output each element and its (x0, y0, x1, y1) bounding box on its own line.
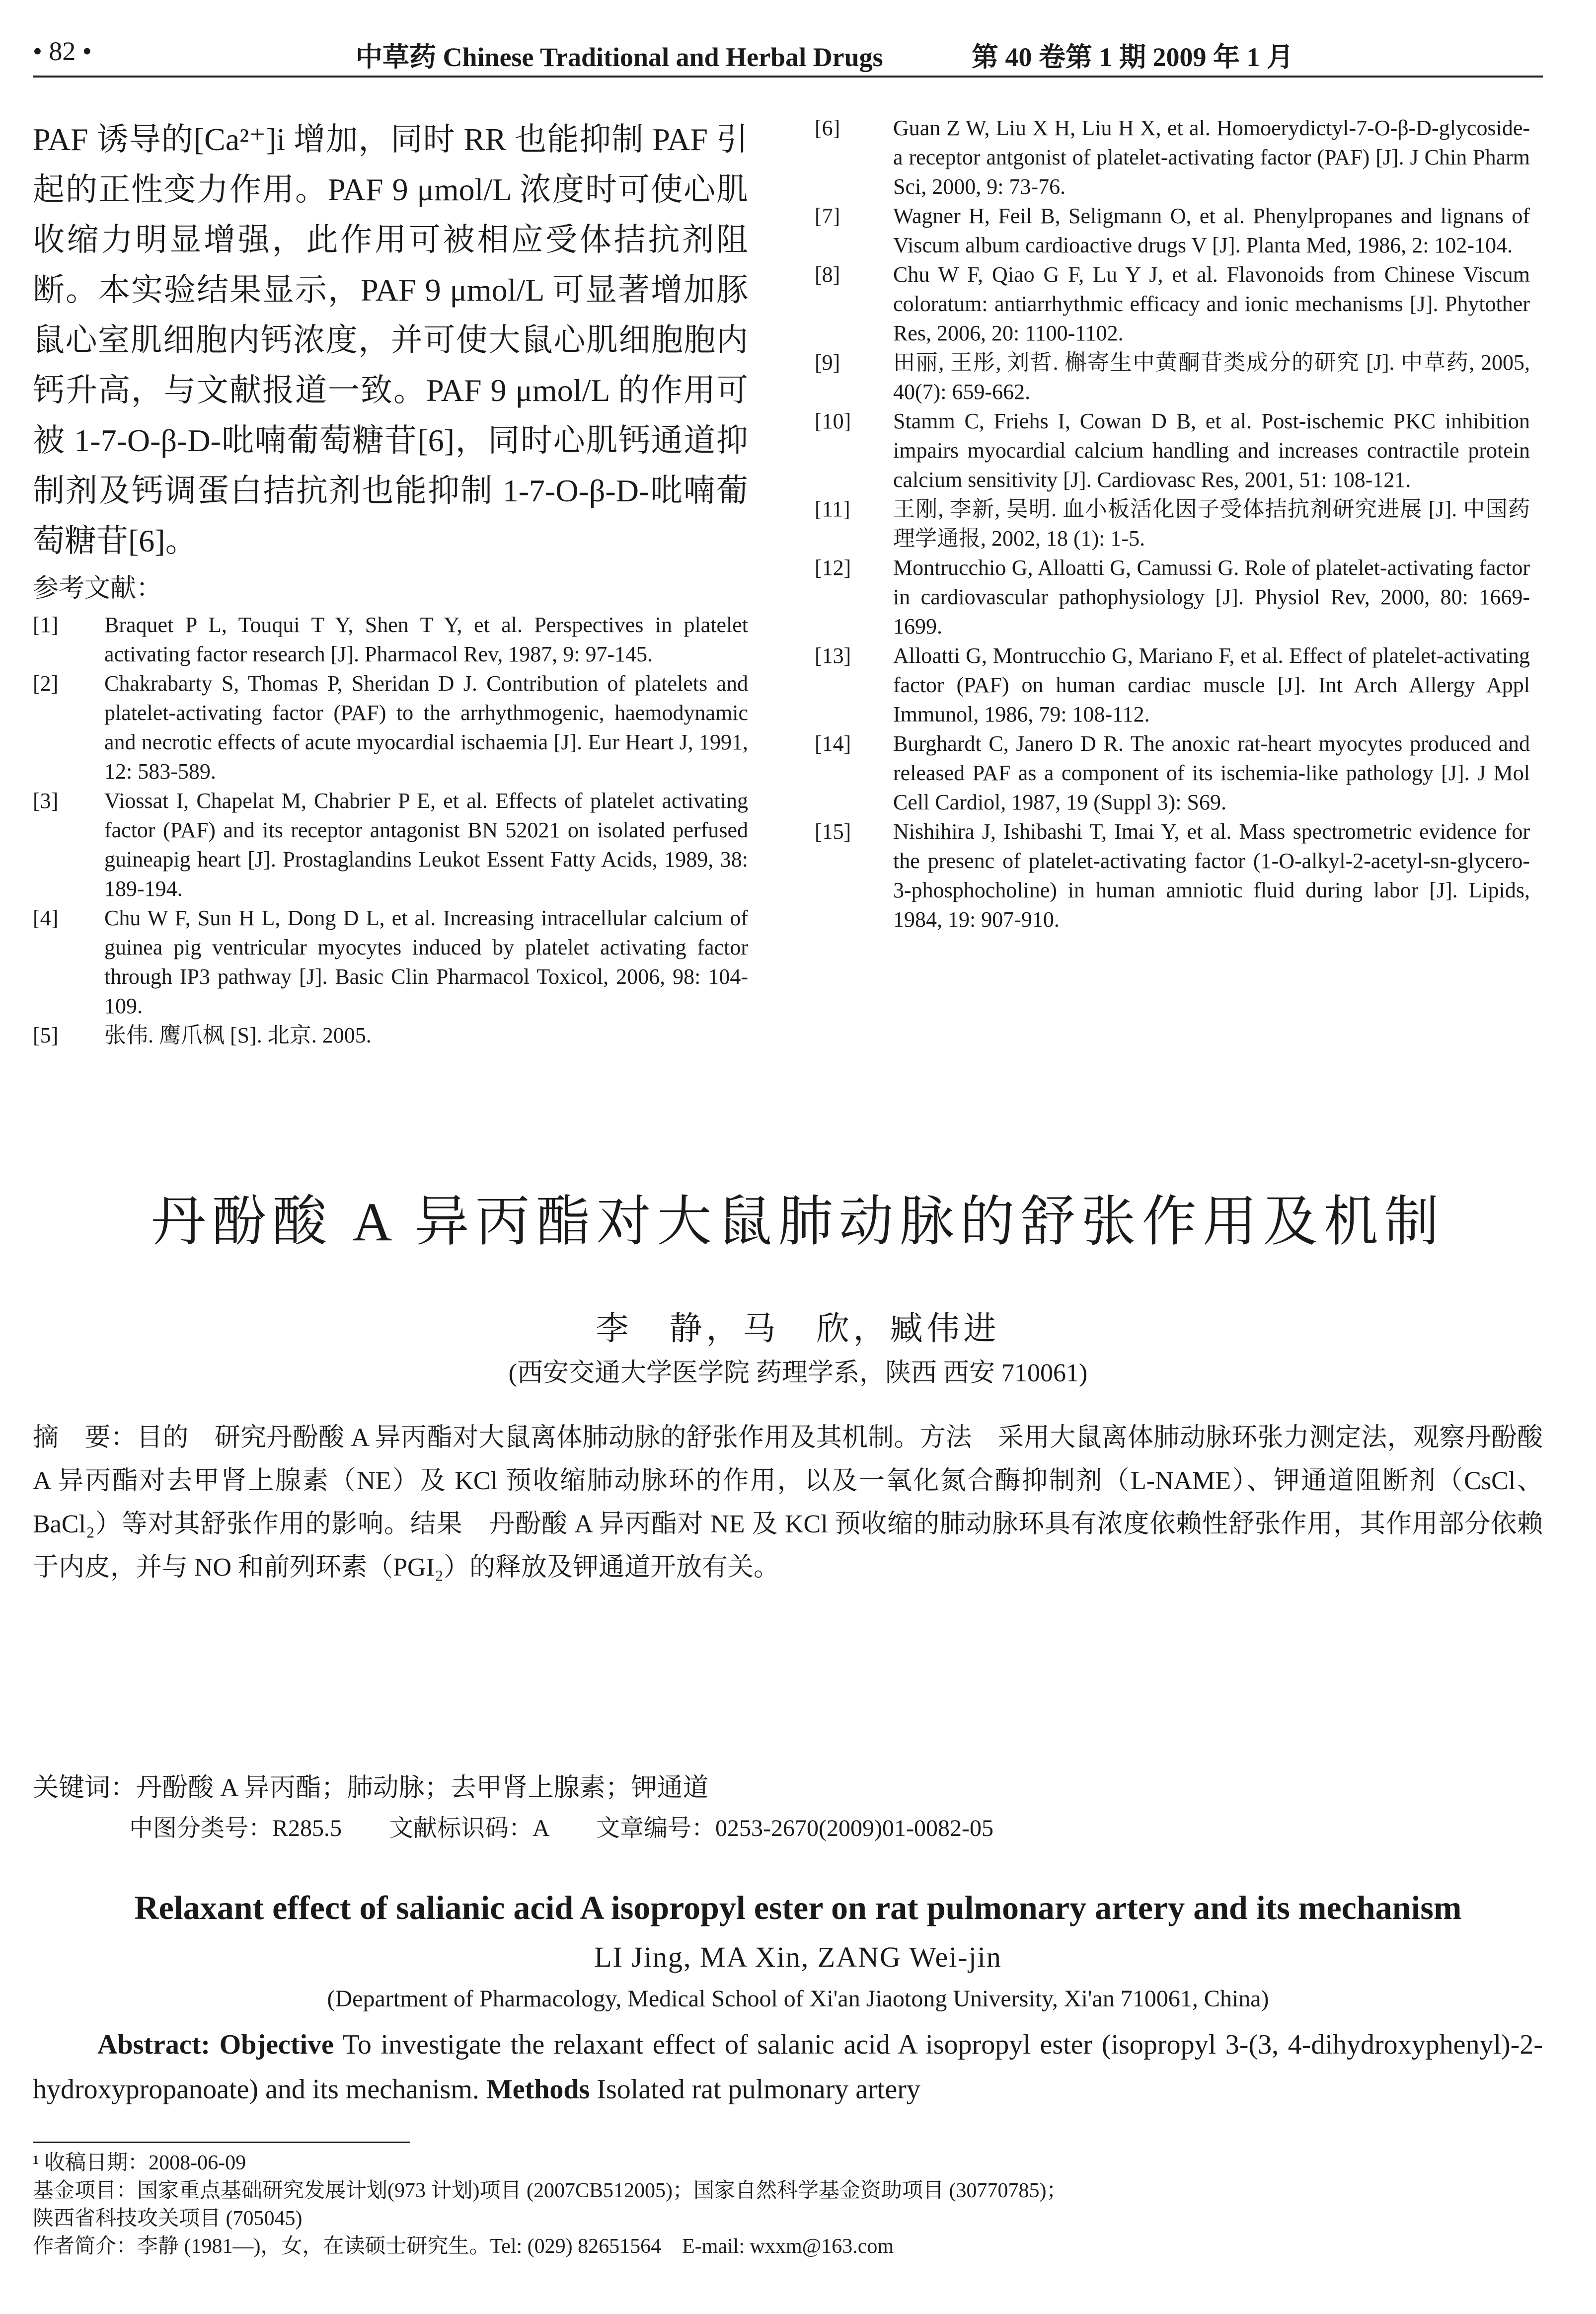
keywords-cn: 关键词：丹酚酸 A 异丙酯；肺动脉；去甲肾上腺素；钾通道 (33, 1774, 709, 1802)
footnote-funding: 基金项目：国家重点基础研究发展计划(973 计划)项目 (2007CB512005)；国家自然科学基金资助项目 (30770785)； (33, 2179, 1067, 2202)
authors-cn: 李 静，马 欣，臧伟进 (596, 1311, 1000, 1347)
affiliation-cn: (西安交通大学医学院 药理学系，陕西 西安 710061) (508, 1359, 1088, 1387)
reference-list-left (33, 610, 748, 1050)
footnote-rule (33, 2142, 410, 2143)
authors-en: LI Jing, MA Xin, ZANG Wei-jin (594, 1941, 1002, 1973)
footnotes (33, 2149, 1543, 2260)
article-title-en: Relaxant effect of salianic acid A isopropyl ester on rat pulmonary artery and its mechanism (134, 1889, 1462, 1926)
abstract-cn: 摘 要：目的 研究丹酚酸 A 异丙酯对大鼠离体肺动脉的舒张作用及其机制。方法 采用大鼠离体肺动脉环张力测定法，观察丹酚酸 A 异丙酯对去甲肾上腺素（NE）及 KCl 预收缩肺动脉环的作用，以及一氧化氮合酶抑制剂（L-NAME）、钾通道阻断剂（CsCl、BaCl₂）等对其舒张作用的影响。结果 丹酚酸 A 异丙酯对 NE 及 KCl 预收缩的肺动脉环具有浓度依赖性舒张作用，其作用部分依赖于内皮，并与 NO 和前列环素（PGI₂）的释放及钾通道开放有关。 (33, 1424, 1543, 1582)
reference-item: [9] 田丽, 王彤, 刘哲. 槲寄生中黄酮苷类成分的研究 [J]. 中草药, 2005, 40(7): 659-662. (815, 350, 1530, 404)
footnote-received: ¹ 收稿日期：2008-06-09 (33, 2152, 246, 2174)
reference-item: [1] Braquet P L, Touqui T Y, Shen T Y, et al. Perspectives in platelet activating factor research [J]. Pharmacol Rev, 1987, 9: 97-145. (33, 613, 748, 666)
reference-item: [4] Chu W F, Sun H L, Dong D L, et al. Increasing intracellular calcium of guinea pig ventricular myocytes induced by platelet activating factor through IP3 pathway [J]. Basic Clin Pharmacol Toxicol, 2006, 98: 104-109. (33, 906, 748, 1018)
reference-item: [14] Burghardt C, Janero D R. The anoxic rat-heart myocytes produced and released PAF as a component of its ischemia-like pathology [J]. J Mol Cell Cardiol, 1987, 19 (Suppl 3): S69. (815, 731, 1530, 814)
reference-item: [6] Guan Z W, Liu X H, Liu H X, et al. Homoerydictyl-7-O-β-D-glycoside-a receptor antgonist of platelet-activating factor (PAF) [J]. J Chin Pharm Sci, 2000, 9: 73-76. (815, 116, 1530, 199)
reference-item: [10] Stamm C, Friehs I, Cowan D B, et al. Post-ischemic PKC inhibition impairs myocardial calcium handling and increases contractile protein calcium sensitivity [J]. Cardiovasc Res, 2001, 51: 108-121. (815, 409, 1530, 492)
reference-item: [3] Viossat I, Chapelat M, Chabrier P E, et al. Effects of platelet activating factor (PAF) and its receptor antagonist BN 52021 on isolated perfused guineapig heart [J]. Prostaglandins Leukot Essent Fatty Acids, 1989, 38: 189-194. (33, 789, 748, 901)
right-column (815, 113, 1530, 934)
page-number: • 82 • (33, 36, 92, 66)
reference-item: [11] 王刚, 李新, 吴明. 血小板活化因子受体拮抗剂研究进展 [J]. 中国药理学通报, 2002, 18 (1): 1-5. (815, 497, 1530, 551)
header-rule (33, 76, 1543, 78)
reference-item: [5] 张伟. 鹰爪枫 [S]. 北京. 2005. (33, 1023, 372, 1047)
methods-text: Isolated rat pulmonary artery (597, 2074, 920, 2105)
reference-item: [8] Chu W F, Qiao G F, Lu Y J, et al. Flavonoids from Chinese Viscum coloratum: antiarrhythmic efficacy and ionic mechanisms [J]. Phytother Res, 2006, 20: 1100-1102. (815, 262, 1530, 345)
reference-item: [13] Alloatti G, Montrucchio G, Mariano F, et al. Effect of platelet-activating factor (PAF) on human cardiac muscle [J]. Int Arch Allergy Appl Immunol, 1986, 79: 108-112. (815, 643, 1530, 726)
abstract-label: Abstract: (97, 2029, 211, 2060)
journal-title: 中草药 Chinese Traditional and Herbal Drugs (356, 42, 883, 72)
methods-label: Methods (486, 2074, 590, 2105)
abstract-en (33, 2022, 1543, 2112)
running-header (33, 31, 1543, 71)
reference-item: [12] Montrucchio G, Alloatti G, Camussi G. Role of platelet-activating factor in cardiovascular pathophysiology [J]. Physiol Rev, 2000, 80: 1669-1699. (815, 556, 1530, 638)
reference-item: [7] Wagner H, Feil B, Seligmann O, et al. Phenylpropanes and lignans of Viscum album cardioactive drugs V [J]. Planta Med, 1986, 2: 102-104. (815, 204, 1530, 257)
journal-issue: 第 40 卷第 1 期 2009 年 1 月 (972, 42, 1293, 72)
reference-item: [2] Chakrabarty S, Thomas P, Sheridan D J. Contribution of platelets and platelet-activating factor (PAF) to the arrhythmogenic, haemodynamic and necrotic effects of acute myocardial ischaemia [J]. Eur Heart J, 1991, 12: 583-589. (33, 671, 748, 784)
references-heading: 参考文献： (33, 574, 162, 603)
footnote-funding-cont: 陕西省科技攻关项目 (705045) (33, 2207, 303, 2230)
left-column (33, 114, 748, 1050)
affiliation-en: (Department of Pharmacology, Medical School of Xi'an Jiaotong University, Xi'an 710061, China) (327, 1986, 1269, 2012)
article-title-cn: 丹酚酸 A 异丙酯对大鼠肺动脉的舒张作用及机制 (151, 1192, 1445, 1252)
objective-text: To investigate the relaxant effect of salanic acid A isopropyl ester (isopropyl 3-(3, 4-dihydroxyphenyl)-2-hydroxypropanoate) and its mechanism. (33, 2029, 1543, 2105)
footnote-author-bio: 作者简介：李静 (1981—)，女，在读硕士研究生。Tel: (029) 82651564 E-mail: wxxm@163.com (33, 2235, 894, 2258)
objective-label: Objective (219, 2029, 334, 2060)
reference-item: [15] Nishihira J, Ishibashi T, Imai Y, et al. Mass spectrometric evidence for the presenc of platelet-activating factor (1-O-alkyl-2-acetyl-sn-glycero-3-phosphocholine) in human amniotic fluid during labor [J]. Lipids, 1984, 19: 907-910. (815, 819, 1530, 932)
classification-cn: 中图分类号：R285.5 文献标识码：A 文章编号：0253-2670(2009)01-0082-05 (129, 1815, 993, 1841)
body-paragraph: PAF 诱导的[Ca²⁺]i 增加，同时 RR 也能抑制 PAF 引起的正性变力作用。PAF 9 μmol/L 浓度时可使心肌收缩力明显增强，此作用可被相应受体拮抗剂阻断。本实验结果显示，PAF 9 μmol/L 可显著增加豚鼠心室肌细胞内钙浓度，并可使大鼠心肌细胞胞内钙升高，与文献报道一致。PAF 9 μmol/L 的作用可被 1-7-O-β-D-吡喃葡萄糖苷[6]，同时心肌钙通道抑制剂及钙调蛋白拮抗剂也能抑制 1-7-O-β-D-吡喃葡萄糖苷[6]。 (33, 122, 748, 559)
